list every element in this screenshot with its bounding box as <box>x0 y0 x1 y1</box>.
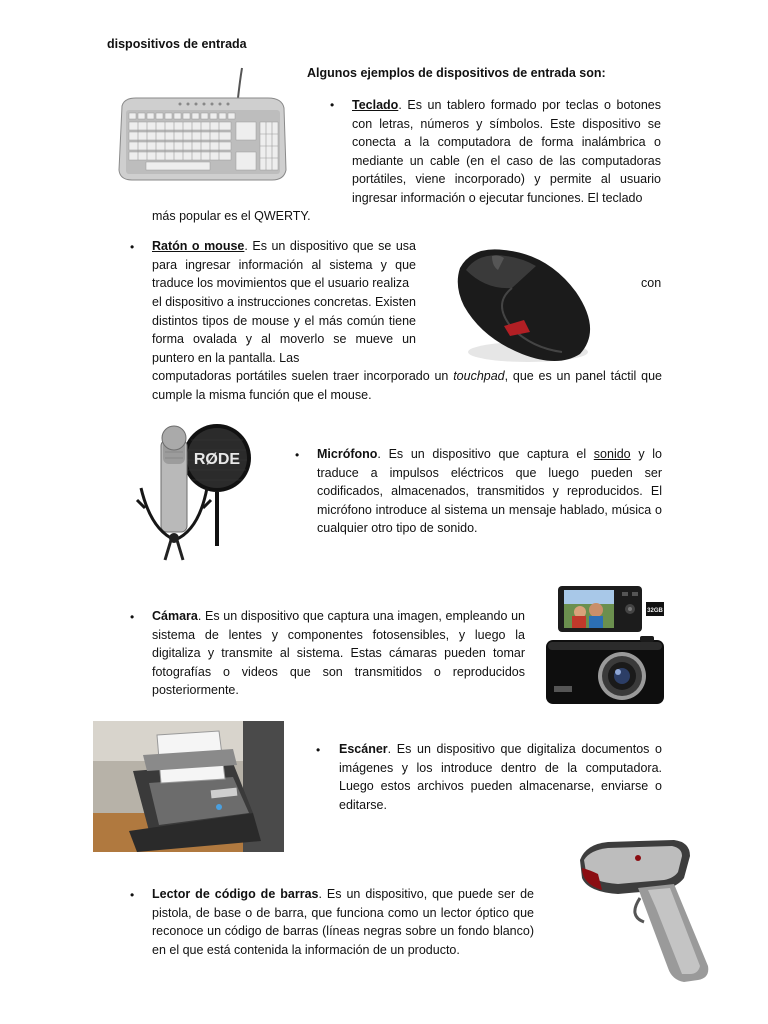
bullet-scanner: • <box>316 743 321 757</box>
keyboard-paragraph: Teclado. Es un tablero formado por teclas o botones con letras, números y símbolos. Este dispositivo se conecta a la computadora de forma inalámbrica o mediante un cable (en el caso de las computadoras portátiles, viene incorporado) y permite al usuario ingresar información o ejecutar funciones. El teclado <box>352 98 661 205</box>
mouse-con-word: con <box>641 276 662 290</box>
camera-memory-badge: 32GB <box>647 608 663 614</box>
scanner-description: Es un dispositivo que digitaliza documentos o imágenes y los introduce dentro de la computadora. Luego estos archivos pueden almacenarse, enviarse o editarse. <box>339 742 663 812</box>
barcode-description: Es un dispositivo, que puede ser de pistola, de base o de barra, que funciona como un lector óptico que reconoce un código de barras (líneas negras sobre un fondo blanco) en el que está contenida la información de un producto. <box>152 887 534 957</box>
scanner-paragraph: Escáner. Es un dispositivo que digitaliza documentos o imágenes y los introduce dentro de la computadora. Luego estos archivos pueden almacenarse, enviarse o editarse. <box>339 742 663 812</box>
mouse-description: Es un dispositivo que se usa para ingresar información al sistema y que traduce los movimientos que el usuario realiza <box>152 239 416 291</box>
camera-term: Cámara <box>152 609 198 623</box>
sonido-link[interactable]: sonido <box>593 447 631 461</box>
mouse-tail: computadoras portátiles suelen traer incorporado un touchpad, que es un panel táctil que cumple la misma función que el mouse. <box>152 369 662 402</box>
bullet-mouse: • <box>130 240 135 254</box>
microphone-paragraph: Micrófono. Es un dispositivo que captura el sonido y lo traduce a impulsos eléctricos que luego pueden ser codificados, almacenados, transmitidos y reproducidos. El micrófono introduce al sistema un mensaje hablado, música o cualquier otro tipo de sonido. <box>317 447 662 536</box>
microphone-term: Micrófono <box>317 447 378 461</box>
keyboard-term: Teclado <box>352 98 399 112</box>
microphone-image <box>135 420 253 562</box>
keyboard-description: Es un tablero formado por teclas o botones con letras, números y símbolos. Este dispositivo se conecta a la computadora de forma inalámbrica o mediante un cable (en el caso de las computadoras portátiles, viene incorporado) y permite al usuario ingresar información o ejecutar funciones. El teclado <box>352 98 661 205</box>
intro-text: Algunos ejemplos de dispositivos de entrada son: <box>307 66 606 80</box>
mouse-paragraph-cont: el dispositivo a instrucciones concretas. Existen distintos tipos de mouse y el más común tiene forma ovalada y al moverlo se mueve un puntero en la pantalla. Las <box>152 295 417 365</box>
bullet-keyboard: • <box>330 98 335 112</box>
camera-large-image <box>544 636 666 708</box>
camera-paragraph: Cámara. Es un dispositivo que captura una imagen, empleando un sistema de lentes y componentes fotosensibles, y luego la digitaliza y transmite al sistema. Estas cámaras pueden tomar fotografías o videos que son transmitidos o reproducidos posteriormente. <box>152 609 525 698</box>
barcode-term: Lector de código de barras <box>152 887 319 901</box>
bullet-camera: • <box>130 610 135 624</box>
page-title: dispositivos de entrada <box>107 37 247 51</box>
bullet-barcode: • <box>130 888 135 902</box>
mouse-paragraph: Ratón o mouse. Es un dispositivo que se usa para ingresar información al sistema y que traduce los movimientos que el usuario realiza <box>152 239 416 291</box>
bullet-microphone: • <box>295 448 300 462</box>
camera-small-image <box>556 584 666 634</box>
camera-description: Es un dispositivo que captura una imagen, empleando un sistema de lentes y componentes fotosensibles, y luego la digitaliza y transmite al sistema. Estas cámaras pueden tomar fotografías o videos que son transmitidos o reproducidos posteriormente. <box>152 609 525 698</box>
keyboard-tail: más popular es el QWERTY. <box>152 209 311 223</box>
mouse-term: Ratón o mouse <box>152 239 245 253</box>
mic-brand-logo: RØDE <box>193 451 241 468</box>
scanner-image <box>93 721 284 852</box>
keyboard-image <box>116 66 288 184</box>
scanner-term: Escáner <box>339 742 388 756</box>
barcode-paragraph: Lector de código de barras. Es un dispositivo, que puede ser de pistola, de base o de barra, que funciona como un lector óptico que reconoce un código de barras (líneas negras sobre un fondo blanco) en el que está contenida la información de un producto. <box>152 887 534 957</box>
mouse-image <box>452 244 600 368</box>
barcode-reader-image <box>578 838 714 984</box>
